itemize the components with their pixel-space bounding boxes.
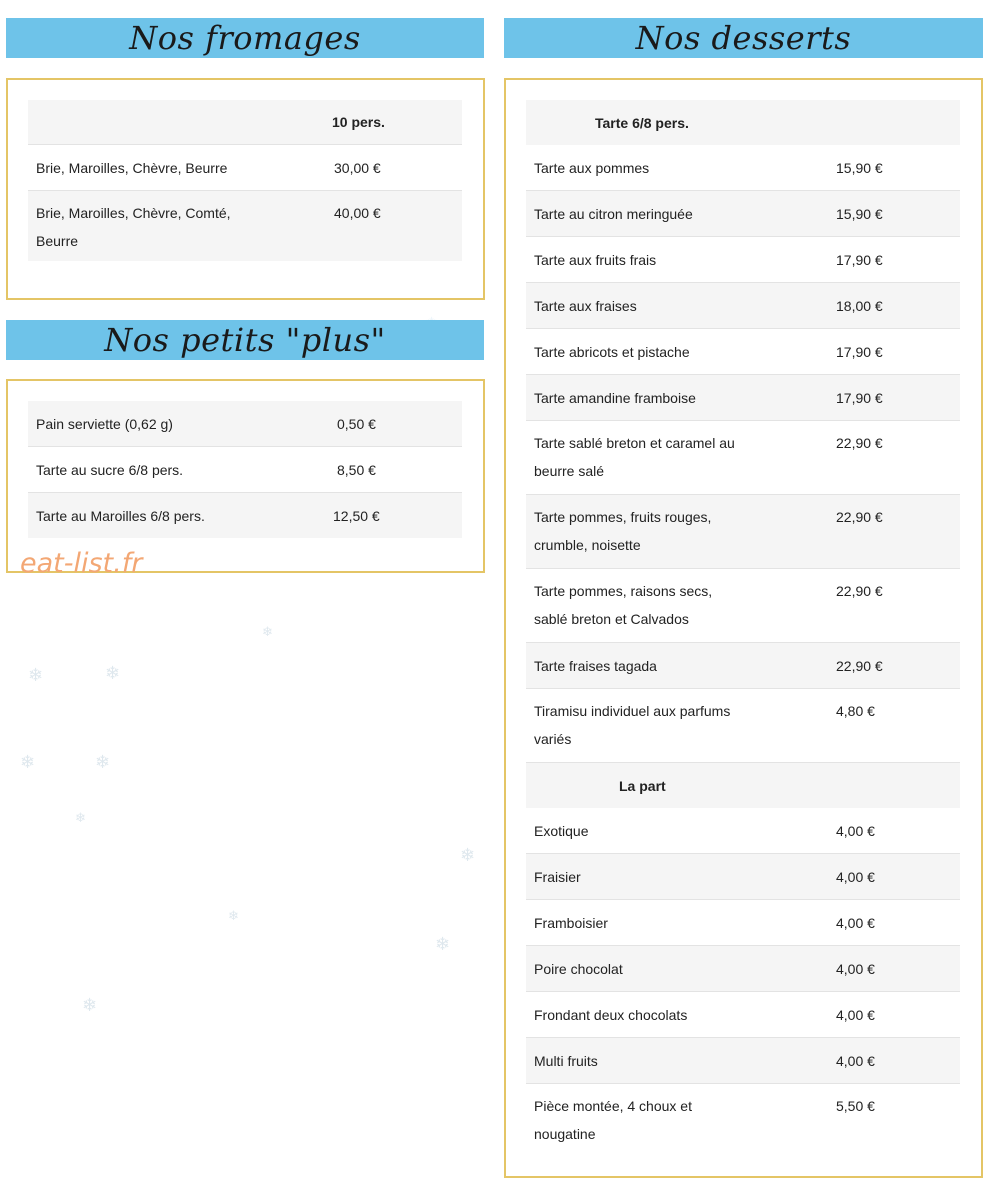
table-row — [526, 899, 960, 945]
item-price: 4,00 € — [836, 1052, 875, 1069]
item-price: 8,50 € — [337, 461, 376, 478]
item-name: Tarte abricots et pistache — [534, 343, 690, 360]
snowflake-icon: ❄ — [105, 663, 121, 683]
fromages-table — [28, 100, 462, 261]
table-row — [526, 190, 960, 236]
snowflake-icon: ❄ — [75, 810, 86, 825]
item-price: 15,90 € — [836, 205, 883, 222]
snowflake-icon: ❄ — [82, 995, 98, 1015]
table-row — [526, 1083, 960, 1157]
table-row — [526, 568, 960, 642]
table-row — [28, 144, 462, 190]
table-row — [526, 494, 960, 568]
item-price: 22,90 € — [836, 509, 883, 525]
item-name: Tarte pommes, fruits rouges, crumble, noisette — [534, 509, 712, 553]
table-row — [28, 401, 462, 446]
item-price: 40,00 € — [334, 205, 381, 221]
item-name: Tarte aux fraises — [534, 297, 637, 314]
item-name: Tarte au sucre 6/8 pers. — [36, 461, 184, 478]
snowflake-icon: ❄ — [262, 624, 273, 639]
item-price: 4,00 € — [836, 960, 875, 977]
item-price: 12,50 € — [333, 507, 380, 524]
plus-title: Nos petits "plus" — [104, 321, 386, 359]
item-name: Fraisier — [534, 868, 581, 885]
watermark: eat-list.fr — [20, 548, 143, 579]
item-price: 0,50 € — [337, 415, 376, 432]
fromages-banner — [6, 18, 484, 58]
table-row — [526, 808, 960, 853]
item-name: Multi fruits — [534, 1052, 598, 1069]
item-price: 4,00 € — [836, 822, 875, 839]
snowflake-icon: ❄ — [228, 908, 239, 923]
item-price: 22,90 € — [836, 583, 883, 599]
item-name: Tarte amandine framboise — [534, 389, 696, 406]
item-name: Exotique — [534, 822, 589, 839]
item-name: Tarte aux fruits frais — [534, 251, 657, 268]
snowflake-icon: ❄ — [28, 665, 44, 685]
item-price: 22,90 € — [836, 657, 883, 674]
item-price: 22,90 € — [836, 435, 883, 451]
desserts-banner — [504, 18, 983, 58]
item-price: 5,50 € — [836, 1098, 875, 1114]
item-name: Tarte pommes, raisons secs, sablé breton et Calvados — [534, 583, 713, 627]
item-price: 15,90 € — [836, 159, 883, 176]
item-name: Framboisier — [534, 914, 608, 931]
item-name: Tiramisu individuel aux parfums variés — [534, 703, 731, 747]
item-price: 4,00 € — [836, 868, 875, 885]
item-name: Pain serviette (0,62 g) — [36, 415, 173, 432]
plus-table — [28, 401, 462, 538]
table-row — [526, 1037, 960, 1083]
desserts-title: Nos desserts — [635, 19, 852, 57]
fromages-title: Nos fromages — [129, 19, 361, 57]
table-row — [526, 145, 960, 190]
item-name: Tarte aux pommes — [534, 159, 650, 176]
table-header-row — [28, 100, 462, 144]
item-price: 17,90 € — [836, 343, 883, 360]
item-price: 4,00 € — [836, 914, 875, 931]
item-name: Tarte au Maroilles 6/8 pers. — [36, 507, 205, 524]
table-row — [526, 945, 960, 991]
item-name: Pièce montée, 4 choux et nougatine — [534, 1098, 692, 1142]
item-name: Brie, Maroilles, Chèvre, Comté, Beurre — [36, 205, 231, 249]
group-header: Tarte 6/8 pers. — [595, 114, 689, 131]
table-row — [28, 492, 462, 538]
group-header-row — [526, 762, 960, 808]
table-row — [526, 688, 960, 762]
item-price: 4,00 € — [836, 1006, 875, 1023]
table-row — [526, 282, 960, 328]
item-price: 17,90 € — [836, 389, 883, 406]
group-header-row — [526, 100, 960, 145]
desserts-table — [526, 100, 960, 1157]
item-name: Poire chocolat — [534, 960, 623, 977]
table-row — [28, 190, 462, 261]
item-name: Brie, Maroilles, Chèvre, Beurre — [36, 159, 228, 176]
table-row — [526, 374, 960, 420]
snowflake-icon: ❄ — [460, 845, 476, 865]
table-row — [28, 446, 462, 492]
table-row — [526, 991, 960, 1037]
item-price: 17,90 € — [836, 251, 883, 268]
snowflake-icon: ❄ — [95, 752, 111, 772]
table-row — [526, 642, 960, 688]
item-name: Tarte fraises tagada — [534, 657, 657, 674]
plus-banner — [6, 320, 484, 360]
item-name: Tarte sablé breton et caramel au beurre salé — [534, 435, 735, 479]
snowflake-icon: ❄ — [435, 934, 451, 954]
table-row — [526, 420, 960, 494]
table-row — [526, 236, 960, 282]
item-price: 18,00 € — [836, 297, 883, 314]
item-name: Tarte au citron meringuée — [534, 205, 693, 222]
item-name: Frondant deux chocolats — [534, 1006, 688, 1023]
table-row — [526, 328, 960, 374]
table-row — [526, 853, 960, 899]
group-header: La part — [619, 777, 666, 794]
item-price: 30,00 € — [334, 159, 381, 176]
header-price: 10 pers. — [332, 114, 385, 130]
snowflake-icon: ❄ — [20, 752, 36, 772]
item-price: 4,80 € — [836, 703, 875, 719]
